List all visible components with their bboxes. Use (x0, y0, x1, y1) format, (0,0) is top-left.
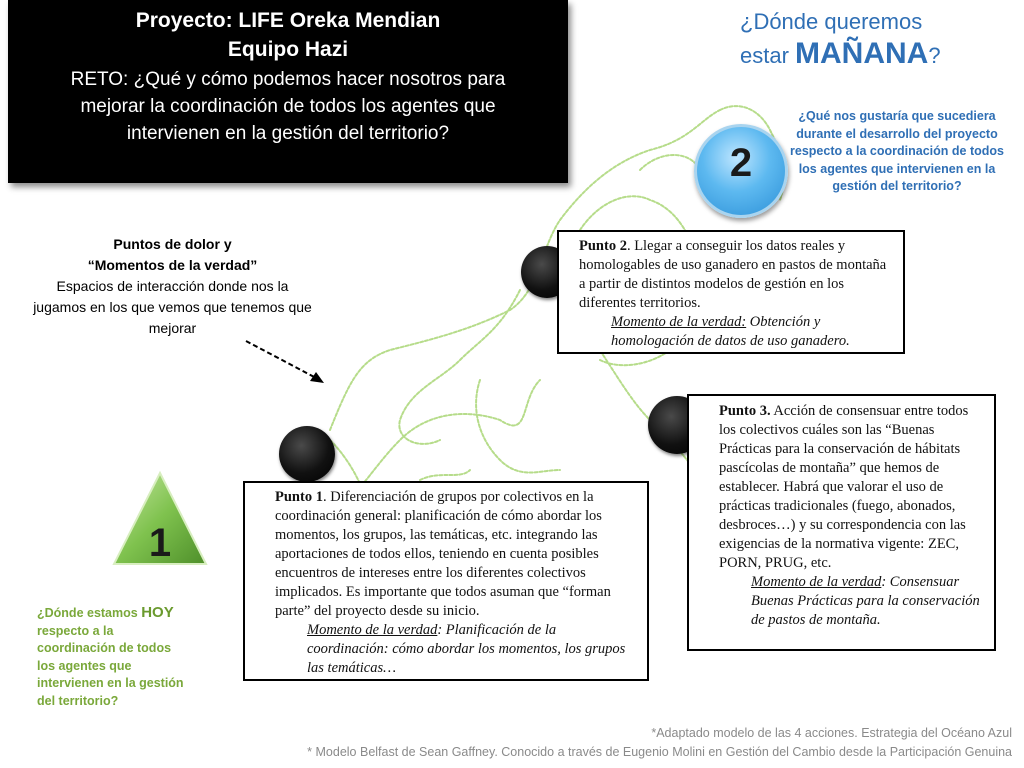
stage2-sphere (694, 124, 788, 218)
footer-note-1: *Adaptado modelo de las 4 acciones. Estrategia del Océano Azul (651, 726, 1012, 740)
stage2-number: 2 (729, 141, 753, 185)
punto3-label: Punto 3. (719, 403, 771, 419)
punto3-box (687, 394, 996, 651)
footer-note-2: * Modelo Belfast de Sean Gaffney. Conocido a través de Eugenio Molini en Gestión del Cambio desde la Participación Genuina (307, 745, 1012, 759)
punto2-moment (579, 313, 893, 351)
stage1-triangle (110, 470, 210, 570)
punto1-moment (275, 621, 637, 678)
punto3-moment-label: Momento de la verdad (751, 574, 882, 590)
today-rest: respecto a la coordinación de todos los agentes que intervienen en la gestión del territorio? (37, 623, 184, 708)
pain-point-ball-1 (279, 426, 335, 482)
today-word: HOY (141, 604, 174, 621)
punto3-body: Acción de consensuar entre todos los colectivos cuáles son las “Buenas Prácticas para la conservación de hábitats pascícolas de montaña” que hemos de establecer. Habrá que valorar el uso de prácticas tradicionales (fuego, abonados, desbroces…) y su correspondencia con las exigencias de la normativa vigente: ZEC, PORN, PRUG, etc. (719, 403, 969, 571)
tomorrow-prefix: estar (740, 43, 796, 68)
tomorrow-line2 (740, 38, 941, 72)
pain-points-legend (30, 234, 315, 339)
project-title: Proyecto: LIFE Oreka Mendian (135, 9, 441, 32)
stage2-question: ¿Qué nos gustaría que sucediera durante el desarrollo del proyecto respecto a la coordinación de todos los agentes que intervienen en la gestión del territorio? (790, 109, 1004, 193)
pain-body: Espacios de interacción donde nos la jugamos en los que vemos que tenemos que mejorar (33, 278, 312, 336)
today-question (37, 604, 187, 710)
tomorrow-suffix: ? (928, 43, 941, 68)
punto1-box (243, 481, 649, 681)
punto2-moment-label: Momento de la verdad: (611, 314, 747, 330)
tomorrow-line1: ¿Dónde queremos (740, 9, 923, 34)
punto2-text (579, 237, 893, 313)
header-box (8, 0, 568, 183)
punto2-box (557, 230, 905, 354)
punto1-text (275, 488, 637, 621)
team-name: Equipo Hazi (227, 38, 349, 61)
punto1-moment-text: : Planificación de la coordinación: cómo abordar los momentos, los grupos las temáticas… (307, 622, 626, 676)
dashed-arrow (240, 335, 335, 390)
tomorrow-question (740, 6, 941, 72)
reto-text: RETO: ¿Qué y cómo podemos hacer nosotros para mejorar la coordinación de todos los agentes que intervienen en la gestión del territorio? (70, 69, 506, 144)
punto2-moment-text: Obtención y homologación de datos de uso ganadero. (611, 314, 850, 349)
punto2-label: Punto 2 (579, 238, 627, 254)
punto2-body: . Llegar a conseguir los datos reales y homologables de uso ganadero en pastos de montaña a partir de distintos modelos de gestión en los diferentes territorios. (579, 238, 887, 311)
stage1-number: 1 (148, 521, 172, 565)
pain-title2: “Momentos de la verdad” (87, 257, 258, 273)
punto3-moment (719, 573, 986, 630)
punto1-moment-label: Momento de la verdad (307, 622, 438, 638)
tomorrow-word: MAÑANA (795, 37, 929, 70)
punto3-moment-text: : Consensuar Buenas Prácticas para la conservación de pastos de montaña. (751, 574, 980, 628)
punto3-text (719, 402, 986, 573)
punto1-label: Punto 1 (275, 489, 323, 505)
pain-title1: Puntos de dolor y (113, 236, 232, 252)
punto1-body: . Diferenciación de grupos por colectivos en la coordinación general: planificación de cómo abordar los momentos, los grupos, las temáticas, etc. integrando las aportaciones de todos ellos, teniendo en cuenta posibles encuentros de intereses entre los diferentes colectivos implicados. Es importante que todos asuman que “forman parte” del proyecto desde su inicio. (275, 489, 611, 619)
today-prefix: ¿Dónde estamos (37, 606, 142, 620)
